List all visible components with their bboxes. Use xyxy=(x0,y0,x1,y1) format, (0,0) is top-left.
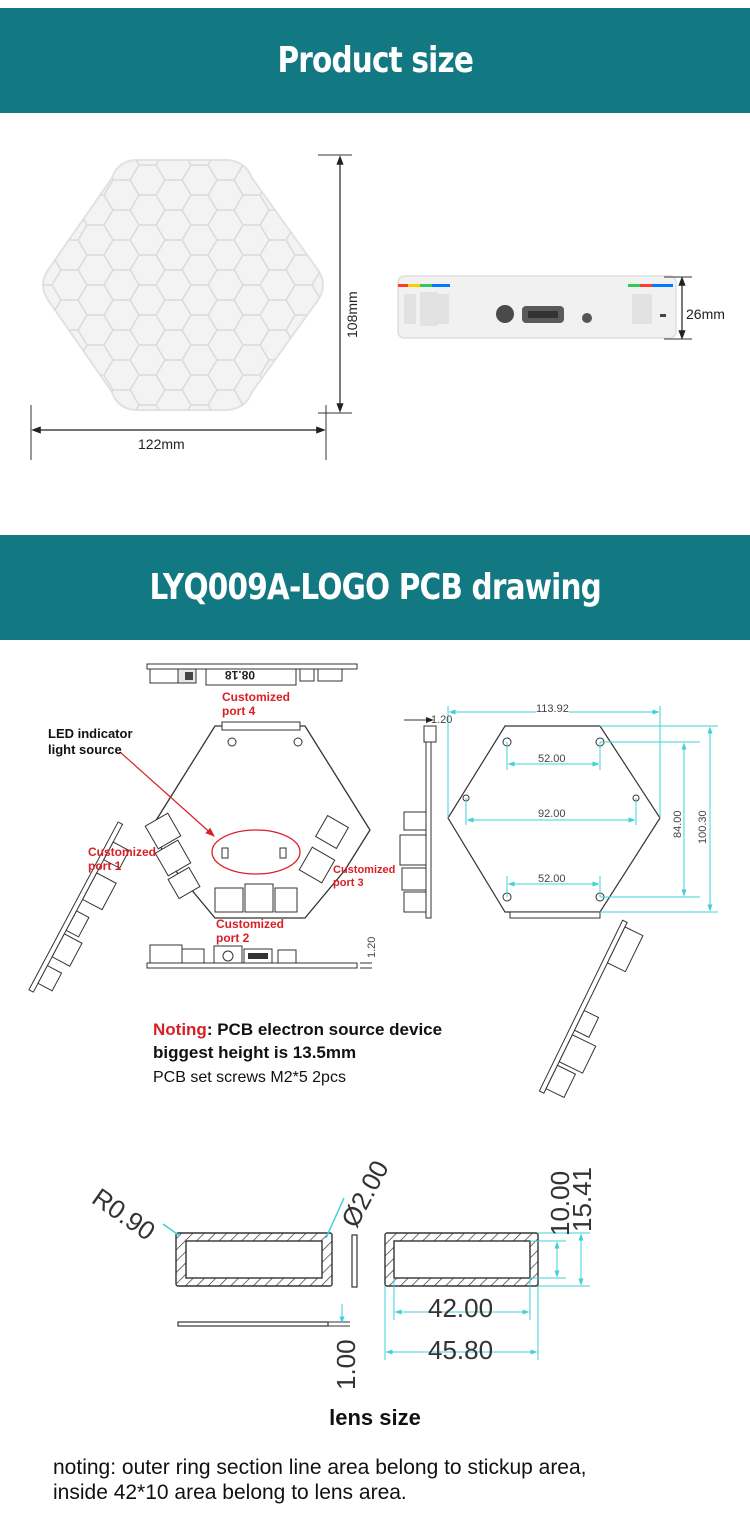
noting-text: : PCB electron source device xyxy=(206,1020,443,1039)
port2-label xyxy=(216,917,284,945)
dim-100-30: 100.30 xyxy=(697,810,709,844)
lens-right-view xyxy=(385,1233,538,1286)
lens-note-line2: inside 42*10 area belong to lens area. xyxy=(53,1481,407,1504)
product-size-title: Product size xyxy=(277,40,473,81)
dim-52-bottom: 52.00 xyxy=(538,873,566,885)
screws-note: PCB set screws M2*5 2pcs xyxy=(153,1069,346,1086)
led-line2: light source xyxy=(48,742,122,757)
width-label: 122mm xyxy=(138,436,185,452)
port4-label xyxy=(222,690,290,718)
port2-line1: Customized xyxy=(216,917,285,931)
port3-line1: Customized xyxy=(333,864,396,876)
lens-diameter: Ø2.00 xyxy=(335,1155,395,1233)
port2-line2: port 2 xyxy=(216,931,250,945)
lens-thickness: 1.00 xyxy=(331,1339,361,1390)
dim-92: 92.00 xyxy=(538,808,566,820)
lens-outer-height: 15.41 xyxy=(567,1166,597,1232)
port4-line1: Customized xyxy=(222,690,291,704)
product-side-view xyxy=(398,276,676,338)
led-indicator-label xyxy=(48,726,133,758)
port1-line1: Customized xyxy=(88,845,157,859)
lens-outer-width: 45.80 xyxy=(428,1335,494,1365)
noting-line1 xyxy=(153,1020,442,1040)
lens-side-view xyxy=(352,1235,357,1287)
height-label: 26mm xyxy=(686,306,725,322)
noting-label: Noting xyxy=(153,1020,207,1039)
dim-113-92: 113.92 xyxy=(536,703,569,715)
pcb-right-side-view xyxy=(539,920,650,1104)
board-marking: 08.18 xyxy=(225,668,256,682)
dim-1-20-side: 1.20 xyxy=(366,936,378,958)
lens-bottom-view xyxy=(178,1304,350,1326)
lens-size-title: lens size xyxy=(329,1405,421,1430)
hexagon-product-top-view xyxy=(43,160,323,410)
port4-line2: port 4 xyxy=(222,704,256,718)
pcb-vertical-side-view xyxy=(400,720,436,918)
lens-inner-width: 42.00 xyxy=(428,1293,494,1323)
length-label: 108mm xyxy=(344,291,360,338)
lens-inner-height: 10.00 xyxy=(545,1170,575,1236)
port3-label xyxy=(333,864,395,890)
radius-leader xyxy=(163,1224,180,1236)
pcb-drawing-title: LYQ009A-LOGO PCB drawing xyxy=(149,567,601,608)
lens-note-line1: noting: outer ring section line area belong to stickup area, xyxy=(53,1456,587,1479)
port3-line2: port 3 xyxy=(333,877,364,889)
pcb-bottom-edge-view xyxy=(147,945,372,968)
port1-line2: port 1 xyxy=(88,859,122,873)
lens-radius: R0.90 xyxy=(86,1182,161,1247)
port1-label xyxy=(88,845,156,873)
led-line1: LED indicator xyxy=(48,726,133,741)
lens-front-view xyxy=(176,1233,332,1286)
dim-1-20-top: 1.20 xyxy=(431,714,453,726)
dim-52-top: 52.00 xyxy=(538,753,566,765)
noting-line2: biggest height is 13.5mm xyxy=(153,1043,357,1062)
dim-84: 84.00 xyxy=(672,810,684,838)
